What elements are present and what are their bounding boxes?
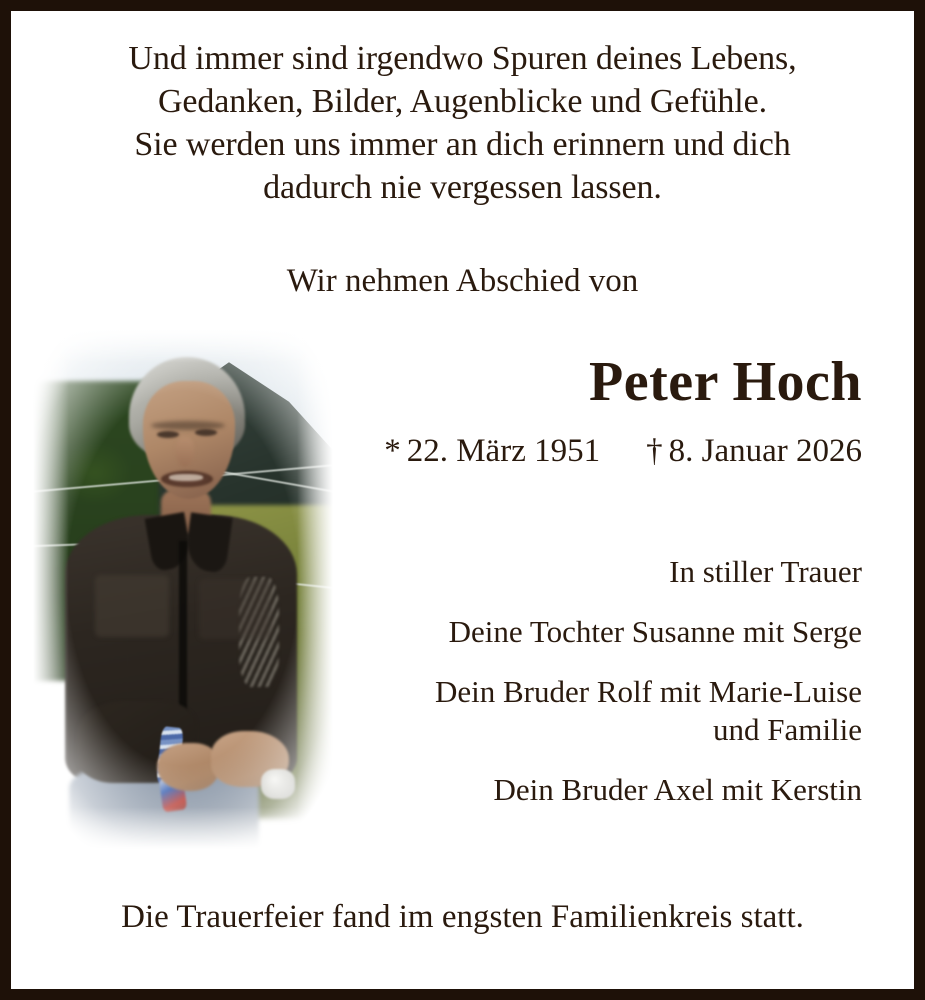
birth-star-icon: *: [384, 433, 401, 469]
photo-jacket-pocket: [199, 579, 271, 639]
death-date-value: 8. Januar 2026: [668, 433, 862, 469]
farewell-line: Wir nehmen Abschied von: [286, 263, 639, 299]
funeral-note: Die Trauerfeier fand im engsten Familienkreis statt.: [121, 899, 804, 935]
mourner-line-2-continued: und Familie: [713, 712, 862, 747]
birth-date: [384, 431, 600, 471]
verse-line-3: Sie werden uns immer an dich erinnern und dich: [134, 126, 791, 163]
verse-line-2: Gedanken, Bilder, Augenblicke und Gefühle.: [157, 83, 768, 120]
verse-line-4: dadurch nie vergessen lassen.: [263, 169, 662, 206]
photo-eye: [195, 429, 217, 436]
photo-teeth: [169, 474, 203, 481]
mourner-line-3: Dein Bruder Axel mit Kerstin: [493, 772, 862, 807]
deceased-block: [302, 351, 862, 471]
verse-line-1: Und immer sind irgendwo Spuren deines Lebens,: [128, 40, 797, 77]
photo-eye: [157, 431, 179, 438]
photo-jacket-pocket: [95, 575, 169, 637]
death-cross-icon: †: [646, 433, 663, 469]
notice-inner-frame: [11, 11, 914, 989]
memorial-verse: [11, 37, 914, 209]
life-dates: [302, 431, 862, 471]
deceased-name: Peter Hoch: [589, 351, 862, 413]
birth-date-value: 22. März 1951: [406, 433, 601, 469]
photo-nose: [176, 437, 194, 467]
photo-hand: [157, 743, 219, 791]
mourner-line-2: Dein Bruder Rolf mit Marie-Luise: [434, 674, 862, 709]
photo-brow: [151, 421, 225, 430]
mourners-block: [262, 553, 862, 831]
mourner-line-1: Deine Tochter Susanne mit Serge: [448, 614, 862, 649]
mourning-heading: In stiller Trauer: [669, 554, 862, 589]
death-date: [646, 431, 862, 471]
